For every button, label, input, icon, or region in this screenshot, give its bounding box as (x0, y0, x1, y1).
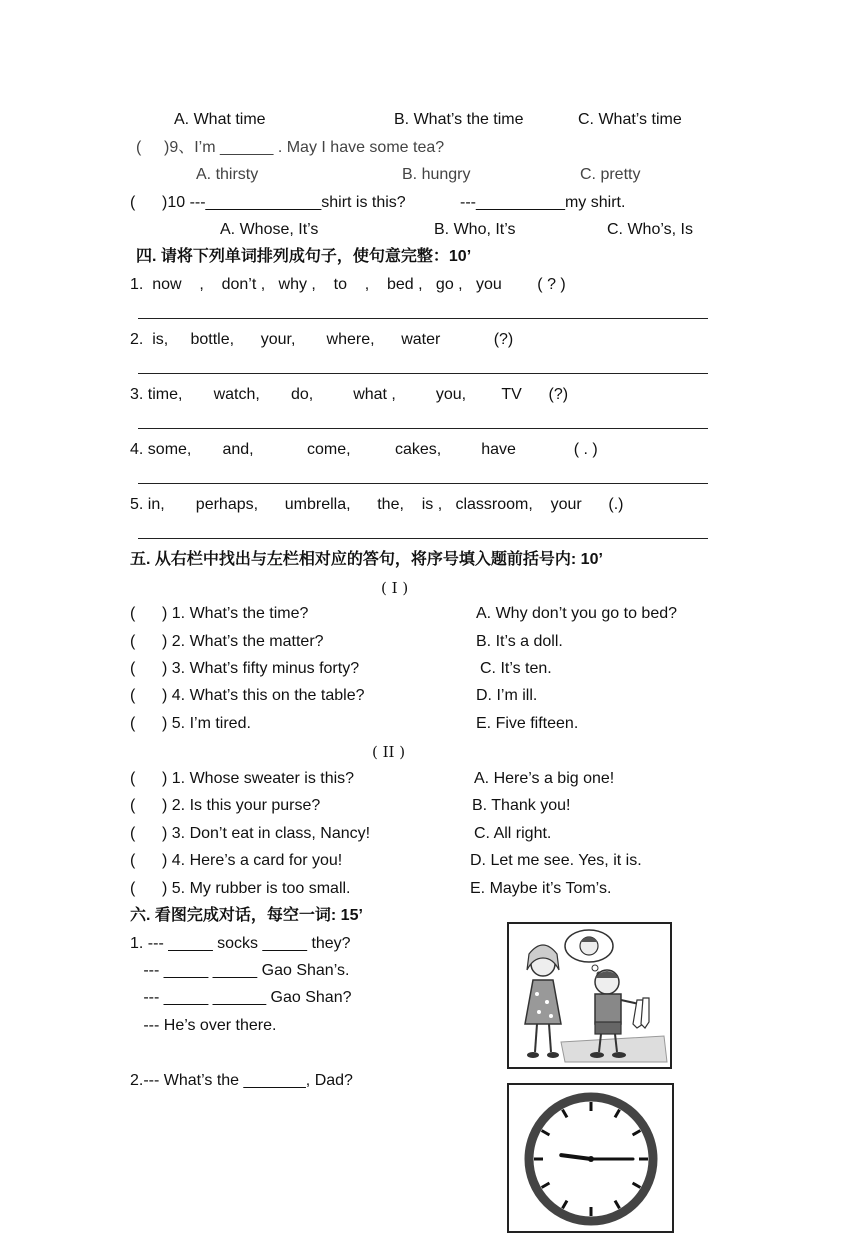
answer-line-2 (138, 373, 708, 374)
part-2-label: ( II ) (372, 743, 406, 761)
p2-left-2: ( ) 2. Is this your purse? (130, 797, 321, 814)
q9-text: )9、I’m ______ . May I have some tea? (164, 139, 445, 156)
q9-option-c: C. pretty (580, 166, 641, 183)
sec4-item-5: 5. in, perhaps, umbrella, the, is , classroom, your (.) (130, 496, 624, 513)
dialog1-line-2: --- _____ _____ Gao Shan’s. (130, 962, 350, 979)
p2-left-5: ( ) 5. My rubber is too small. (130, 880, 351, 897)
p1-left-4: ( ) 4. What’s this on the table? (130, 687, 365, 704)
q10-option-c: C. Who’s, Is (607, 221, 693, 238)
q10-option-a: A. Whose, It’s (220, 221, 319, 238)
p1-left-3: ( ) 3. What’s fifty minus forty? (130, 660, 360, 677)
p2-left-4: ( ) 4. Here’s a card for you! (130, 852, 343, 869)
p1-right-a: A. Why don’t you go to bed? (476, 605, 678, 622)
p1-right-d: D. I’m ill. (476, 687, 538, 704)
q9-paren: ( (136, 139, 142, 156)
p1-right-c: C. It’s ten. (480, 660, 552, 677)
clock-icon (509, 1085, 672, 1231)
q10-text: )10 ---_____________shirt is this? (162, 194, 406, 211)
p1-left-1: ( ) 1. What’s the time? (130, 605, 309, 622)
clock-illustration (507, 1083, 674, 1233)
p2-right-c: C. All right. (474, 825, 552, 842)
answer-line-5 (138, 538, 708, 539)
q8-option-a: A. What time (174, 111, 266, 128)
section-4-title: 四. 请将下列单词排列成句子，使句意完整：10’ (136, 248, 472, 265)
q8-option-b: B. What’s the time (394, 111, 524, 128)
p2-right-a: A. Here’s a big one! (474, 770, 615, 787)
answer-line-3 (138, 428, 708, 429)
dialog2-line-1: 2.--- What’s the _______, Dad? (130, 1072, 353, 1089)
q10-paren: ( (130, 194, 136, 211)
p2-right-d: D. Let me see. Yes, it is. (470, 852, 642, 869)
q9-option-a: A. thirsty (196, 166, 259, 183)
p1-left-2: ( ) 2. What’s the matter? (130, 633, 324, 650)
dialog1-line-1: 1. --- _____ socks _____ they? (130, 935, 351, 952)
q9-option-b: B. hungry (402, 166, 471, 183)
dialog1-line-4: --- He’s over there. (130, 1017, 277, 1034)
sec4-item-3: 3. time, watch, do, what , you, TV (?) (130, 386, 569, 403)
p1-left-5: ( ) 5. I’m tired. (130, 715, 251, 732)
section-5-title: 五. 从右栏中找出与左栏相对应的答句，将序号填入题前括号内: 10’ (130, 551, 603, 568)
part-1-label: ( I ) (381, 579, 409, 597)
socks-illustration (507, 922, 672, 1069)
p1-right-b: B. It’s a doll. (476, 633, 563, 650)
p2-left-3: ( ) 3. Don’t eat in class, Nancy! (130, 825, 371, 842)
sec4-item-1: 1. now , don’t , why , to , bed , go , you ( ? ) (130, 276, 566, 293)
p2-right-e: E. Maybe it’s Tom’s. (470, 880, 612, 897)
q10-option-b: B. Who, It’s (434, 221, 516, 238)
answer-line-4 (138, 483, 708, 484)
answer-line-1 (138, 318, 708, 319)
p2-left-1: ( ) 1. Whose sweater is this? (130, 770, 355, 787)
section-6-title: 六. 看图完成对话，每空一词: 15’ (130, 907, 363, 924)
sec4-item-4: 4. some, and, come, cakes, have ( . ) (130, 441, 598, 458)
dialog1-line-3: --- _____ ______ Gao Shan? (130, 989, 352, 1006)
q10-text2: ---__________my shirt. (460, 194, 626, 211)
p2-right-b: B. Thank you! (472, 797, 571, 814)
sec4-item-2: 2. is, bottle, your, where, water (?) (130, 331, 514, 348)
q8-option-c: C. What’s time (578, 111, 682, 128)
p1-right-e: E. Five fifteen. (476, 715, 579, 732)
